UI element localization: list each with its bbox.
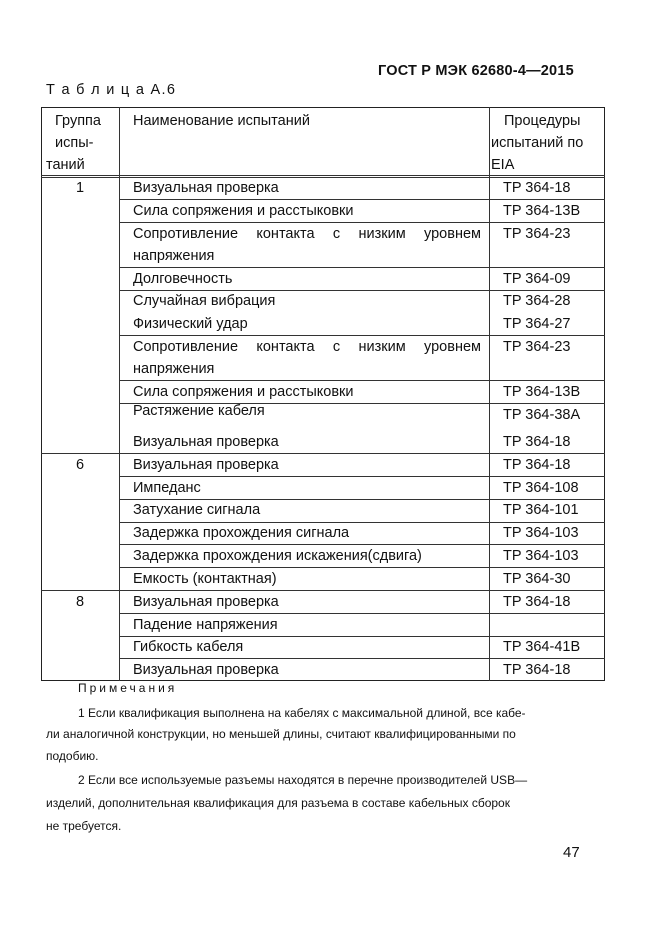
test-name: Визуальная проверка xyxy=(133,434,279,450)
test-name: Сила сопряжения и расстыковки xyxy=(133,203,354,219)
procedure-code: TP 364-108 xyxy=(503,480,579,496)
standard-designation: ГОСТ Р МЭК 62680-4—2015 xyxy=(378,63,574,79)
note-1-line: ли аналогичной конструкции, но меньшей длины, считают квалифицированными по xyxy=(46,727,516,741)
procedure-code: TP 364-101 xyxy=(503,502,579,518)
test-name: Задержка прохождения искажения(сдвига) xyxy=(133,548,422,564)
test-name: Долговечность xyxy=(133,271,233,287)
procedure-code: TP 364-18 xyxy=(503,434,571,450)
procedure-code: TP 364-28 xyxy=(503,293,571,309)
procedure-code: TP 364-23 xyxy=(503,226,571,242)
header-group-line: таний xyxy=(46,157,85,173)
header-procedure xyxy=(490,110,604,176)
procedure-code: TP 364-18 xyxy=(503,594,571,610)
procedure-code: TP 364-09 xyxy=(503,271,571,287)
note-1-line: 1 Если квалификация выполнена на кабелях с максимальной длиной, все кабе- xyxy=(78,706,526,720)
test-name: Сила сопряжения и расстыковки xyxy=(133,384,354,400)
group-number: 8 xyxy=(75,594,85,610)
procedure-code: TP 364-103 xyxy=(503,525,579,541)
note-2-line: 2 Если все используемые разъемы находятся в перечне производителей USB— xyxy=(78,773,528,787)
test-name: Импеданс xyxy=(133,480,201,496)
test-name: Визуальная проверка xyxy=(133,662,279,678)
test-name: Визуальная проверка xyxy=(133,457,279,473)
test-name: Емкость (контактная) xyxy=(133,571,277,587)
test-name: Затухание сигнала xyxy=(133,502,261,518)
procedure-code: TP 364-103 xyxy=(503,548,579,564)
col-divider-1 xyxy=(119,107,120,681)
test-name: напряжения xyxy=(133,361,215,377)
procedure-code: TP 364-18 xyxy=(503,457,571,473)
group-number: 6 xyxy=(75,457,85,473)
test-name: Гибкость кабеля xyxy=(133,639,244,655)
procedure-code: TP 364-18 xyxy=(503,180,571,196)
note-1-line: подобию. xyxy=(46,749,99,763)
procedure-code: TP 364-23 xyxy=(503,339,571,355)
test-name: Физический удар xyxy=(133,316,248,332)
page-number: 47 xyxy=(563,844,580,861)
header-group-line: Группа xyxy=(55,113,101,129)
procedure-code: TP 364-38A xyxy=(503,407,581,423)
test-name: Случайная вибрация xyxy=(133,293,276,309)
procedure-code: TP 364-41B xyxy=(503,639,581,655)
test-name: Визуальная проверка xyxy=(133,180,279,196)
test-name: Визуальная проверка xyxy=(133,594,279,610)
test-name: Сопротивление контакта с низким уровнем xyxy=(133,339,481,355)
header-procedure-line: EIA xyxy=(491,157,515,173)
header-group-line: испы- xyxy=(55,135,94,151)
table-caption: Т а б л и ц а А.6 xyxy=(46,82,177,98)
procedure-code: TP 364-27 xyxy=(503,316,571,332)
procedure-code: TP 364-13B xyxy=(503,203,581,219)
notes-title: Примечания xyxy=(78,681,178,695)
group-number: 1 xyxy=(75,180,85,196)
test-name: Падение напряжения xyxy=(133,617,278,633)
col-divider-2 xyxy=(489,107,490,681)
test-name: напряжения xyxy=(133,248,215,264)
note-2-line: изделий, дополнительная квалификация для разъема в составе кабельных сборок xyxy=(46,796,510,810)
procedure-code: TP 364-13B xyxy=(503,384,581,400)
procedure-code: TP 364-18 xyxy=(503,662,571,678)
test-name: Сопротивление контакта с низким уровнем xyxy=(133,226,481,242)
note-2-line: не требуется. xyxy=(46,819,122,833)
header-group xyxy=(41,110,119,176)
test-name: Задержка прохождения сигнала xyxy=(133,525,350,541)
test-name: Растяжение кабеля xyxy=(133,403,265,419)
header-test-name: Наименование испытаний xyxy=(133,113,310,129)
header-procedure-line: испытаний по xyxy=(491,135,584,151)
procedure-code: TP 364-30 xyxy=(503,571,571,587)
header-procedure-line: Процедуры xyxy=(504,113,581,129)
